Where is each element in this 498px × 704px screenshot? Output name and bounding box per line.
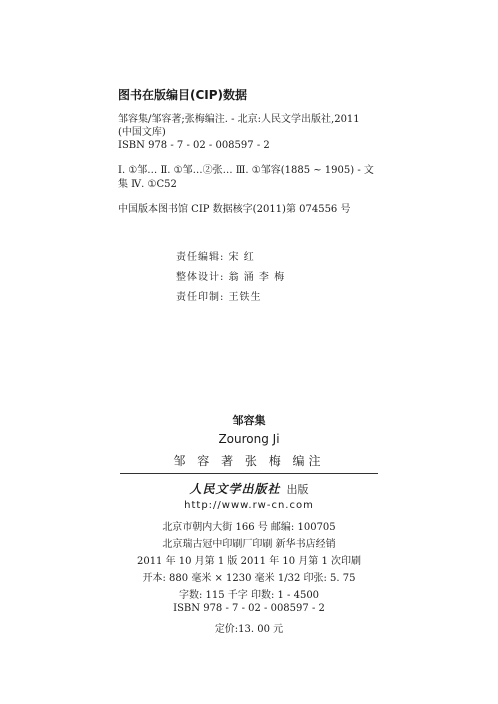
isbn-line: ISBN 978 - 7 - 02 - 008597 - 2: [173, 603, 325, 614]
cip-record-number: 中国版本图书馆 CIP 数据核字(2011)第 074556 号: [118, 204, 351, 215]
divider-rule: [120, 473, 378, 474]
publisher-line: [0, 480, 498, 497]
overall-designer: 整体设计: 翁 涌 李 梅: [176, 272, 286, 283]
publisher-suffix: 出版: [286, 483, 309, 496]
cip-heading: 图书在版编目(CIP)数据: [118, 88, 248, 102]
cip-line-classification: Ⅰ. ①邹… Ⅱ. ①邹…②张… Ⅲ. ①邹容(1885 ~ 1905) - 文: [118, 165, 374, 176]
book-title: 邹容集: [232, 414, 266, 427]
publisher-url: http://www.rw-cn.com: [184, 500, 314, 511]
publisher-logo: 人民文学出版社: [189, 482, 281, 496]
word-count-line: 字数: 115 千字 印数: 1 - 4500: [178, 590, 320, 601]
address-line: 北京市朝内大街 166 号 邮编: 100705: [162, 522, 336, 533]
cip-line-2: (中国文库): [118, 127, 166, 138]
cip-line-classification-cont: 集 Ⅳ. ①C52: [118, 179, 177, 190]
book-pinyin: Zourong Ji: [218, 432, 280, 446]
responsible-printing: 责任印制: 王铁生: [176, 292, 262, 303]
printer-line: 北京瑞古冠中印刷厂印刷 新华书店经销: [162, 539, 336, 550]
cip-line-isbn: ISBN 978 - 7 - 02 - 008597 - 2: [118, 140, 270, 151]
edition-line: 2011 年 10 月第 1 版 2011 年 10 月第 1 次印刷: [136, 556, 362, 567]
price-line: 定价:13. 00 元: [214, 624, 284, 635]
format-line: 开本: 880 毫米 × 1230 毫米 1/32 印张: 5. 75: [142, 573, 356, 584]
book-authors: 邹 容 著 张 梅 编注: [173, 454, 325, 468]
responsible-editor: 责任编辑: 宋 红: [176, 252, 255, 263]
cip-line-1: 邹容集/邹容著;张梅编注. - 北京:人民文学出版社,2011: [118, 114, 360, 125]
